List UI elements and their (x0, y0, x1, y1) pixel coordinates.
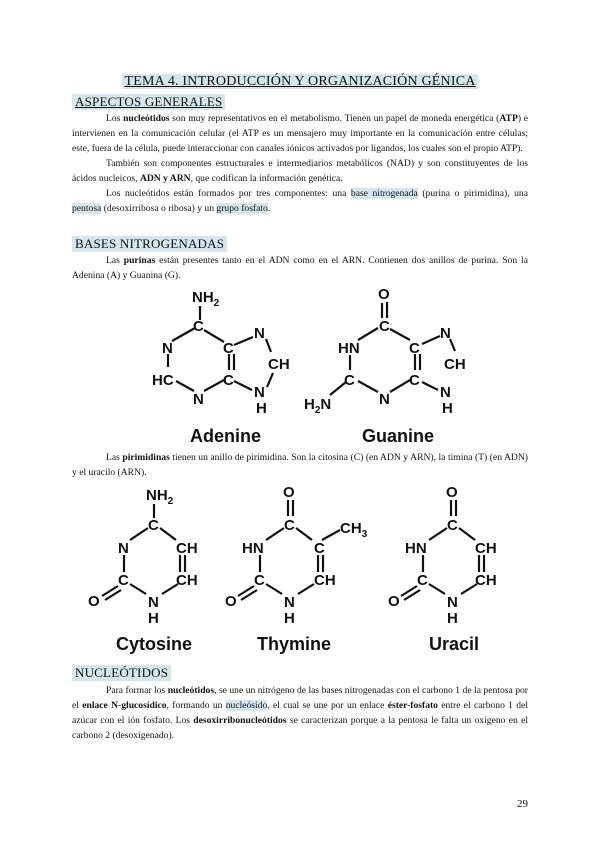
guanine-c4-label: C (409, 372, 420, 389)
page-number: 29 (517, 798, 528, 810)
adenine-c2-label: HC (152, 372, 174, 389)
cytosine-bonds (102, 504, 185, 600)
adenine-bonds (168, 306, 273, 391)
paragraph-purinas: Las purinas están presentes tanto en el ADN como en el ARN. Contienen dos anillos de purina. Son la Adenina (A) y Guanina (G). (72, 255, 528, 281)
paragraph-nucleotidos-formacion: Para formar los nucleótidos, se une un nitrógeno de las bases nitrogenadas con el carbono 1 de la pentosa por el enlace N-glucosídico, formando un nucleósido, el cual se une por un enlace éster-fosfato entre el carbono 1 del azúcar con el ión fosfato. Los desoxirribonucleótidos se caracterizan porque a la pentosa le falta un oxígeno en el carbono 2 (desoxigenado). (72, 685, 528, 741)
guanine-n1-label: HN (338, 340, 360, 357)
cytosine-c4-label: C (148, 517, 159, 534)
adenine-c5-label: C (223, 340, 234, 357)
adenine-c4-label: C (223, 372, 234, 389)
guanine-n9-label: N (440, 384, 451, 401)
guanine-c5-label: C (409, 340, 420, 357)
guanine-c8-label: CH (444, 356, 466, 373)
uracil-caption: Uracil (429, 634, 480, 654)
cytosine-c5-label: CH (176, 540, 198, 557)
thymine-c5-label: C (314, 540, 325, 557)
thymine-h1-label: H (284, 610, 295, 627)
thymine-caption: Thymine (257, 634, 332, 654)
section-heading-bases: BASES NITROGENADAS (72, 236, 227, 252)
adenine-c8-label: CH (268, 356, 290, 373)
purines-figure (140, 282, 466, 450)
uracil-o4-label: O (446, 484, 458, 501)
uracil-n3-label: HN (405, 540, 427, 557)
section-heading-nucleotidos: NUCLEÓTIDOS (72, 665, 171, 681)
thymine-o2-label: O (225, 593, 237, 610)
cytosine-h1-label: H (148, 610, 159, 627)
thymine-o4-label: O (283, 484, 295, 501)
uracil-c4-label: C (447, 517, 458, 534)
cytosine-n1-label: N (148, 594, 159, 611)
paragraph-formados: Los nucleótidos están formados por tres componentes: una base nitrogenada (purina o pirimidina), una pentosa (desoxirribosa o ribosa) y un grupo fosfato. (72, 188, 528, 214)
uracil-h1-label: H (447, 610, 458, 627)
adenine-n7-label: N (254, 325, 265, 342)
paragraph-nucleotidos-intro: Los nucleótidos son muy representativos en el metabolismo. Tienen un papel de moneda energética (ATP) e intervienen en la comunicación celular (el ATP es un mensajero muy importante en la comunicación entre células; este, fuera de la célula, puede interaccionar con canales iónicos activados por ligandos, los cuales son el propio ATP). (72, 113, 528, 154)
paragraph-block-1 (72, 111, 528, 216)
guanine-h2n-label: $H_2N$ (304, 396, 332, 416)
paragraph-pirimidinas: Las pirimidinas tienen un anillo de pirimidina. Son la citosina (C) (en ADN y ARN), la timina (T) (en ADN) y el uracilo (ARN). (72, 452, 528, 478)
adenine-c6-label: C (193, 318, 204, 335)
uracil-c2-label: C (417, 572, 428, 589)
adenine-caption: Adenine (190, 426, 262, 446)
cytosine-nh2-label: $NH_2$ (146, 487, 174, 507)
thymine-ch3-label: $CH_3$ (340, 520, 368, 540)
adenine-n1-label: N (162, 340, 173, 357)
paragraph-componentes: También son componentes estructurales e intermediarios metabólicos (NAD) y son constituyentes de los ácidos nucleicos, ADN y ARN, que codifican la información genética. (72, 158, 528, 184)
uracil-c6-label: CH (475, 572, 497, 589)
thymine-c2-label: C (254, 572, 265, 589)
adenine-n9-label: N (254, 384, 265, 401)
uracil-o2-label: O (388, 593, 400, 610)
guanine-n7-label: N (440, 325, 451, 342)
cytosine-caption: Cytosine (116, 634, 193, 654)
adenine-n3-label: N (193, 391, 204, 408)
thymine-n3-label: HN (242, 540, 264, 557)
guanine-n3-label: N (379, 391, 390, 408)
cytosine-n3-label: N (118, 540, 129, 557)
uracil-n1-label: N (447, 594, 458, 611)
guanine-caption: Guanine (362, 426, 435, 446)
uracil-c5-label: CH (475, 540, 497, 557)
cytosine-o-label: O (88, 593, 100, 610)
cytosine-c6-label: CH (176, 572, 198, 589)
section-heading-aspectos: ASPECTOS GENERALES (72, 94, 225, 110)
thymine-c4-label: C (284, 517, 295, 534)
pyrimidines-figure (86, 480, 506, 658)
cytosine-c2-label: C (118, 572, 129, 589)
adenine-nh2-label: $NH_2$ (192, 289, 220, 309)
guanine-h9-label: H (442, 400, 453, 417)
guanine-c2-label: C (344, 372, 355, 389)
adenine-h9-label: H (256, 400, 267, 417)
guanine-c6-label: C (379, 318, 390, 335)
thymine-n1-label: N (284, 594, 295, 611)
thymine-c6-label: CH (314, 572, 336, 589)
guanine-o-label: O (378, 286, 390, 303)
page-title: TEMA 4. INTRODUCCIÓN Y ORGANIZACIÓN GÉNICA (124, 74, 476, 89)
